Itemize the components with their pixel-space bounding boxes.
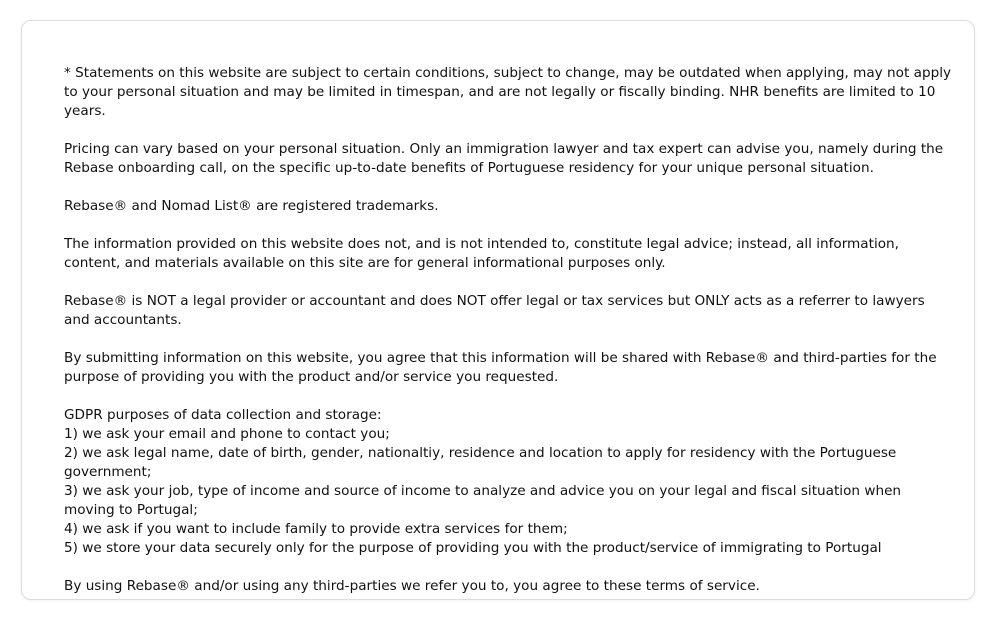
disclaimer-trademarks: Rebase® and Nomad List® are registered trademarks. bbox=[64, 198, 439, 214]
disclaimer-pricing: Pricing can vary based on your personal situation. Only an immigration lawyer and tax expert can advise you, namely during the Rebase onboarding call, on the specific up-to-date benefits of Portuguese residency for your unique personal situation. bbox=[64, 141, 944, 176]
disclaimer-content bbox=[64, 64, 954, 596]
gdpr-section bbox=[64, 406, 954, 558]
disclaimer-data-sharing: By submitting information on this website, you agree that this information will be shared with Rebase® and third-parties for the purpose of providing you with the product and/or service you requested. bbox=[64, 350, 937, 385]
gdpr-item: 3) we ask your job, type of income and source of income to analyze and advice you on your legal and fiscal situation when moving to Portugal; bbox=[64, 483, 902, 518]
gdpr-item: 2) we ask legal name, date of birth, gender, nationaltiy, residence and location to apply for residency with the Portuguese government; bbox=[64, 445, 897, 480]
disclaimer-legal-advice: The information provided on this website does not, and is not intended to, constitute legal advice; instead, all information, content, and materials available on this site are for general informational purposes only. bbox=[64, 236, 899, 271]
disclaimer-statements: * Statements on this website are subject to certain conditions, subject to change, may be outdated when applying, may not apply to your personal situation and may be limited in timespan, and are not legally or fiscally binding. NHR benefits are limited to 10 years. bbox=[64, 65, 952, 119]
gdpr-item: 1) we ask your email and phone to contact you; bbox=[64, 426, 390, 442]
disclaimer-not-legal-provider: Rebase® is NOT a legal provider or accountant and does NOT offer legal or tax services but ONLY acts as a referrer to lawyers and accountants. bbox=[64, 293, 925, 328]
gdpr-heading: GDPR purposes of data collection and storage: bbox=[64, 407, 382, 423]
gdpr-item: 4) we ask if you want to include family to provide extra services for them; bbox=[64, 521, 568, 537]
disclaimer-terms-closing: By using Rebase® and/or using any third-parties we refer you to, you agree to these terms of service. bbox=[64, 578, 760, 594]
disclaimer-card bbox=[21, 20, 975, 600]
gdpr-item: 5) we store your data securely only for the purpose of providing you with the product/service of immigrating to Portugal bbox=[64, 540, 882, 556]
